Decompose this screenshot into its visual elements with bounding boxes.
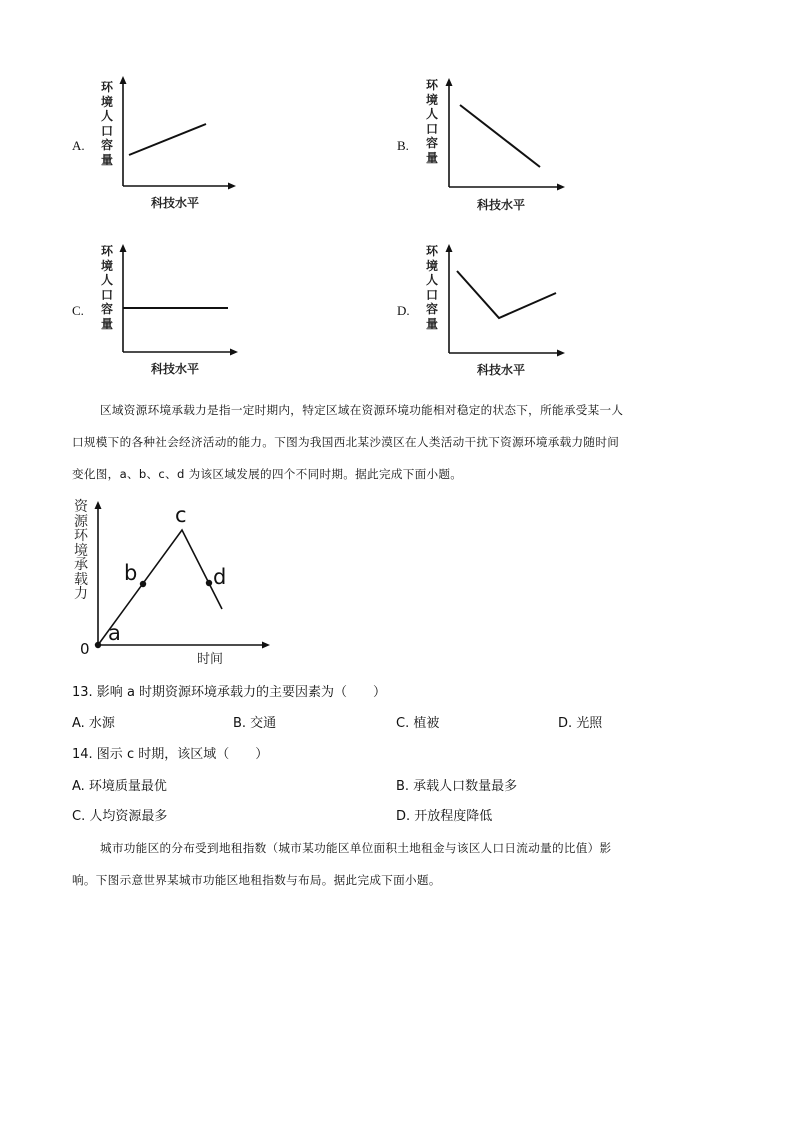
passage-2-line-2: 响。下图示意世界某城市功能区地租指数与布局。据此完成下面小题。 — [72, 873, 441, 887]
passage-1-line-3: 变化图，a、b、c、d 为该区域发展的四个不同时期。据此完成下面小题。 — [72, 467, 463, 481]
option-c-letter: C. — [72, 303, 84, 318]
capacity-figure-ylabel: 资 源 环 境 承 载 力 — [74, 499, 88, 602]
option-a-letter: A. — [72, 138, 85, 153]
passage-1-line-1: 区域资源环境承载力是指一定时期内，特定区域在资源环境功能相对稳定的状态下，所能承受某一人 — [100, 403, 624, 417]
point-b-marker — [140, 581, 146, 587]
point-d-marker — [206, 580, 212, 586]
passage-2 — [72, 832, 722, 896]
option-b-ylabel: 环 境 人 口 容 量 — [425, 78, 438, 165]
option-c-ylabel: 环 境 人 口 容 量 — [100, 244, 113, 331]
capacity-x-arrow — [262, 642, 270, 649]
option-b-letter: B. — [397, 138, 409, 153]
passage-1-line-2: 口规模下的各种社会经济活动的能力。下图为我国西北某沙漠区在人类活动干扰下资源环境承载力随时间 — [72, 435, 620, 449]
capacity-x-label: 时间 — [197, 652, 224, 667]
q14-option-b[interactable]: B. 承载人口数量最多 — [396, 779, 518, 794]
point-a-label: a — [108, 621, 121, 645]
q13-option-a[interactable]: A. 水源 — [72, 716, 115, 731]
option-b-xlabel: 科技水平 — [477, 198, 526, 212]
passage-2-line-1: 城市功能区的分布受到地租指数（城市某功能区单位面积土地租金与该区人口日流动量的比值）影 — [100, 841, 612, 855]
point-c-label: c — [175, 503, 187, 527]
capacity-y-arrow — [95, 501, 102, 509]
point-a-marker — [95, 642, 101, 648]
point-b-label: b — [124, 561, 138, 585]
q14-option-a[interactable]: A. 环境质量最优 — [72, 779, 167, 794]
option-a-xlabel: 科技水平 — [151, 196, 200, 210]
q13-option-b[interactable]: B. 交通 — [233, 716, 277, 731]
option-d-xlabel: 科技水平 — [477, 363, 526, 377]
point-d-label: d — [213, 565, 227, 589]
q13-option-c[interactable]: C. 植被 — [396, 716, 440, 731]
q14-option-d[interactable]: D. 开放程度降低 — [396, 809, 493, 824]
q13-option-d[interactable]: D. 光照 — [558, 716, 603, 731]
capacity-origin-label: 0 — [80, 640, 90, 658]
option-c-xlabel: 科技水平 — [151, 362, 200, 376]
option-d-letter: D. — [397, 303, 410, 318]
q14-stem: 14. 图示 c 时期，该区域（ ） — [72, 747, 269, 762]
option-d-ylabel: 环 境 人 口 容 量 — [425, 244, 438, 331]
q13-stem: 13. 影响 a 时期资源环境承载力的主要因素为（ ） — [72, 685, 387, 700]
q14-option-c[interactable]: C. 人均资源最多 — [72, 809, 168, 824]
option-a-ylabel: 环 境 人 口 容 量 — [100, 80, 113, 167]
